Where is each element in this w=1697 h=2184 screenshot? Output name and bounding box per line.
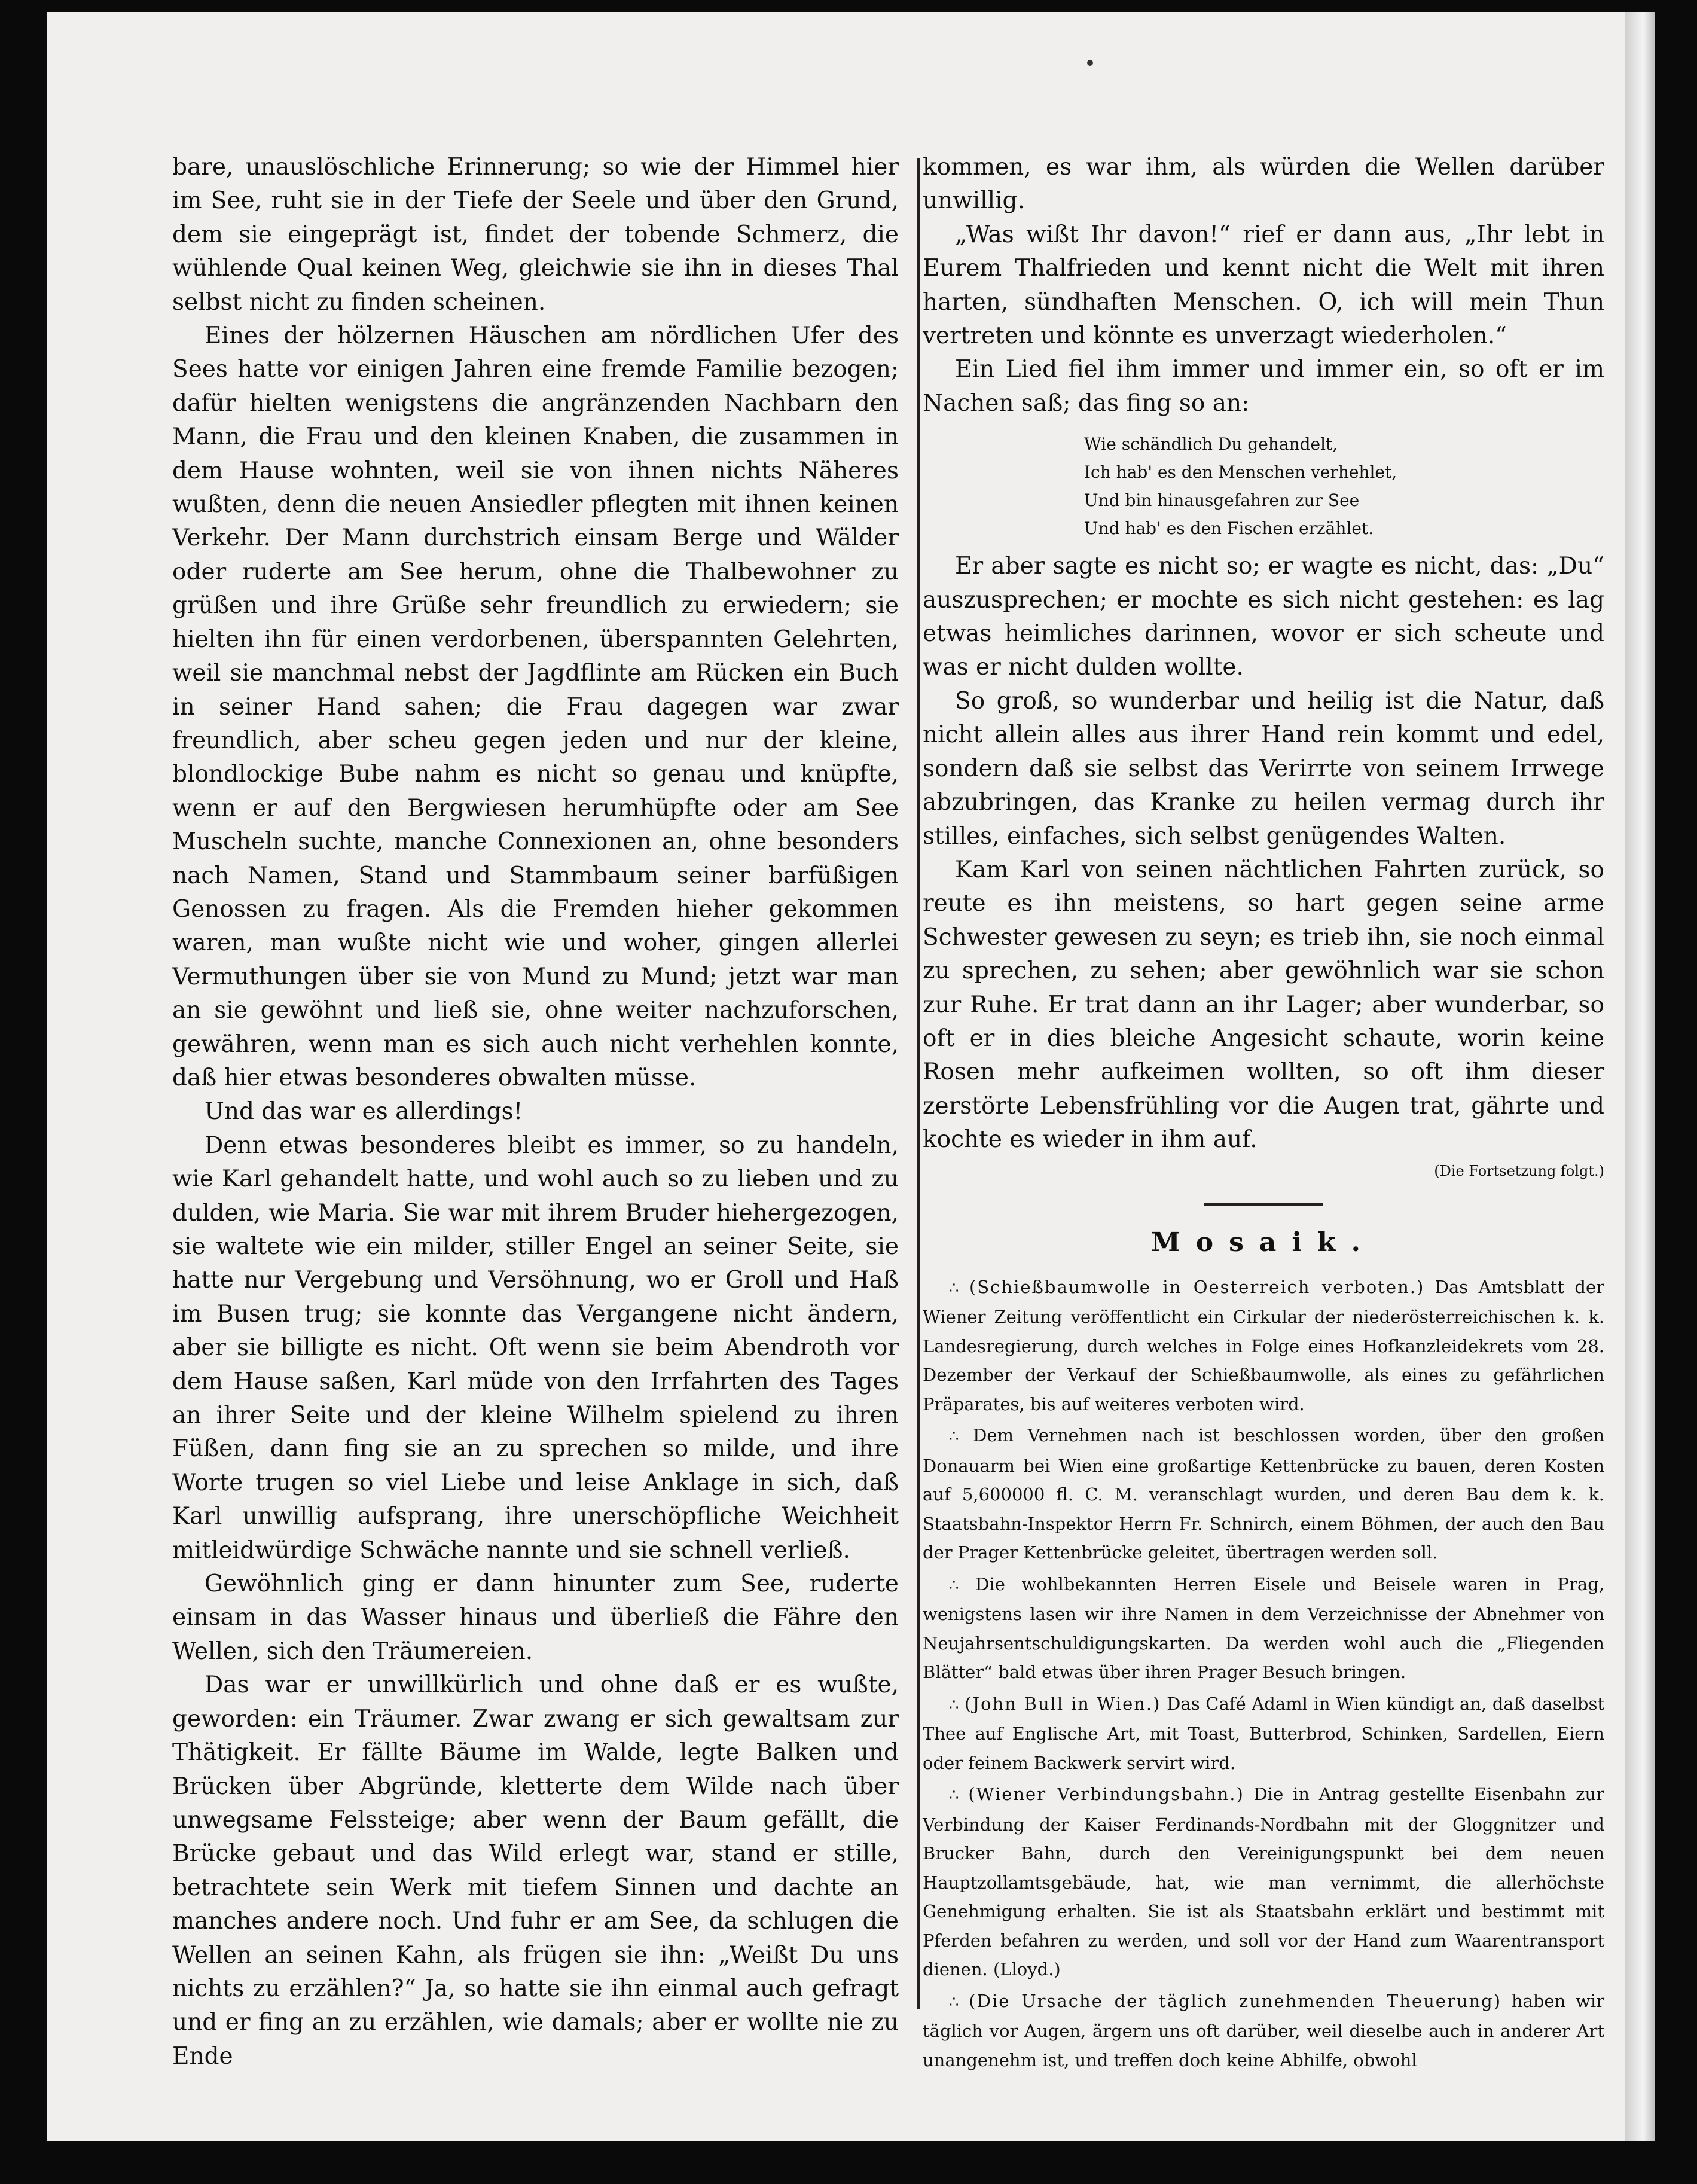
paragraph: Er aber sagte es nicht so; er wagte es nicht, das: „Du“ auszusprechen; er mochte es sich nicht gestehen: es lag etwas heimliches darinnen, wovor er sich scheute und was er nicht dulden wollte. bbox=[923, 553, 1604, 681]
asterism-icon: ∴ bbox=[949, 1279, 959, 1297]
paragraph: Ein Lied fiel ihm immer und immer ein, so oft er im Nachen saß; das fing so an: bbox=[923, 356, 1604, 417]
section-divider bbox=[1204, 1203, 1323, 1206]
asterism-icon: ∴ bbox=[949, 1786, 959, 1805]
item-heading: (Schießbaumwolle in Oesterreich verboten.) bbox=[969, 1276, 1425, 1297]
item-heading: (Wiener Verbindungsbahn.) bbox=[968, 1784, 1244, 1805]
paragraph: Das war er unwillkürlich und ohne daß er es wußte, geworden: ein Träumer. Zwar zwang er sich gewaltsam zur Thätigkeit. Er fällte Bäume im Walde, legte Balken und Brücken über Abgründe, kletterte dem Wilde nach über unwegsame Felssteige; aber wenn der Baum gefällt, die Brücke gebaut und das Wild erlegt war, stand er stille, betrachtete sein Werk mit tiefem Sinnen und dachte an manches andere noch. Und fuhr er am See, da schlugen die Wellen an seinen Kahn, als frügen sie ihn: „Weißt Du uns nichts zu erzählen?“ Ja, so hatte sie ihn einmal auch gefragt und er fing an zu erzählen, wie damals; aber er wollte nie zu Ende bbox=[172, 1671, 899, 2070]
item-body: Die wohlbekannten Herren Eisele und Beisele waren in Prag, wenigstens lasen wir ihre Namen in dem Verzeichnisse der Abnehmer von Neujahrsentschuldigungskarten. Da werden wohl auch die „Fliegenden Blätter“ bald etwas über ihren Prager Besuch bringen. bbox=[923, 1573, 1605, 1683]
item-body: Dem Vernehmen nach ist beschlossen worden, über den großen Donauarm bei Wien eine großartige Kettenbrücke zu bauen, deren Kosten auf 5,600000 fl. C. M. veranschlagt wurden, und deren Bau dem k. k. Staatsbahn-Inspektor Herrn Fr. Schnirch, einem Böhmen, der auch den Bau der Prager Kettenbrücke geleitet, übertragen werden soll. bbox=[923, 1425, 1604, 1563]
poem-verse bbox=[1084, 430, 1604, 542]
paragraph: bare, unauslöschliche Erinnerung; so wie der Himmel hier im See, ruht sie in der Tiefe der Seele und über den Grund, dem sie eingeprägt ist, findet der tobende Schmerz, die wühlende Qual keinen Weg, gleichwie sie ihn in dieses Thal selbst nicht zu finden scheinen. bbox=[172, 154, 899, 316]
item-heading: (Die Ursache der täglich zunehmenden Theuerung) bbox=[969, 1990, 1502, 2011]
news-items bbox=[923, 1273, 1604, 2075]
item-body: haben wir täglich vor Augen, ärgern uns oft darüber, weil dieselbe auch in anderer Art unangenehm ist, und treffen doch keine Abhilfe, obwohl bbox=[923, 1990, 1605, 2070]
news-item bbox=[923, 1689, 1604, 1778]
item-body: Die in Antrag gestellte Eisenbahn zur Verbindung der Kaiser Ferdinands-Nordbahn mit der Gloggnitzer und Brucker Bahn, durch den Vereinigungspunkt bei dem neuen Hauptzollamtsgebäude, hat, wie man vernimmt, die allerhöchste Genehmigung erhalten. Sie ist als Staatsbahn erklärt und bestimmt mit Pferden befahren zu werden, und soll vor der Hand zum Waarentransport dienen. (Lloyd.) bbox=[923, 1784, 1604, 1980]
section-title: Mosaik. bbox=[1151, 1227, 1376, 1258]
paragraph: Eines der hölzernen Häuschen am nördlichen Ufer des Sees hatte vor einigen Jahren eine fremde Familie bezogen; dafür hielten wenigstens die angränzenden Nachbarn den Mann, die Frau und den kleinen Knaben, die zusammen in dem Hause wohnten, weil sie von ihnen nichts Näheres wußten, denn die neuen Ansiedler pflegten mit ihnen keinen Verkehr. Der Mann durchstrich einsam Berge und Wälder oder ruderte am See herum, ohne die Thalbewohner zu grüßen und ihre Grüße sehr freundlich zu erwiedern; sie hielten ihn für einen verdorbenen, überspannten Gelehrten, weil sie manchmal nebst der Jagdflinte am Rücken ein Buch in seiner Hand sahen; die Frau dagegen war zwar freundlich, aber scheu gegen jeden und nur der kleine, blondlockige Bube nahm es nicht so genau und knüpfte, wenn er auf den Bergwiesen herumhüpfte oder am See Muscheln suchte, manche Connexionen an, ohne besonders nach Namen, Stand und Stammbaum seiner barfüßigen Genossen zu fragen. Als die Fremden hieher gekommen waren, man wußte nicht wie und woher, gingen allerlei Vermuthungen über sie von Mund zu Mund; jetzt war man an sie gewöhnt und ließ sie, ohne weiter nachzuforschen, gewähren, wenn man es sich auch nicht verhehlen konnte, daß hier etwas besonderes obwalten müsse. bbox=[172, 322, 899, 1091]
paragraph: So groß, so wunderbar und heilig ist die Natur, daß nicht allein alles aus ihrer Hand rein kommt und edel, sondern daß sie selbst das Verirrte von seinem Irrwege abzubringen, das Kranke zu heilen vermag durch ihr stilles, einfaches, sich selbst genügendes Walten. bbox=[923, 687, 1604, 850]
item-body: Das Amtsblatt der Wiener Zeitung veröffentlicht ein Cirkular der niederösterreichischen k. k. Landesregierung, durch welches in Folge eines Hofkanzleidekrets vom 28. Dezember der Verkauf der Schießbaumwolle, als eines zu gefährlichen Präparates, bis auf weiteres verboten wird. bbox=[923, 1276, 1604, 1414]
newspaper-page bbox=[47, 12, 1625, 2141]
asterism-icon: ∴ bbox=[949, 1993, 959, 2011]
verse-line: Wie schändlich Du gehandelt, bbox=[1084, 434, 1338, 455]
news-item bbox=[923, 1987, 1604, 2075]
ink-dot bbox=[1087, 60, 1093, 66]
asterism-icon: ∴ bbox=[949, 1576, 959, 1594]
paragraph: „Was wißt Ihr davon!“ rief er dann aus, „Ihr lebt in Eurem Thalfrieden und kennt nicht die Welt mit ihren harten, sündhaften Menschen. O, ich will mein Thun vertreten und könnte es unverzagt wiederholen.“ bbox=[923, 221, 1604, 350]
news-item bbox=[923, 1780, 1604, 1984]
next-page-edge bbox=[1625, 12, 1655, 2141]
paragraph: Und das war es allerdings! bbox=[205, 1098, 523, 1125]
continuation-note: (Die Fortsetzung folgt.) bbox=[1434, 1162, 1604, 1179]
paragraph: Gewöhnlich ging er dann hinunter zum See, ruderte einsam in das Wasser hinaus und überließ die Fähre den Wellen, sich den Träumereien. bbox=[172, 1570, 899, 1665]
item-heading: (John Bull in Wien.) bbox=[965, 1693, 1161, 1714]
asterism-icon: ∴ bbox=[949, 1695, 959, 1714]
column-rule bbox=[917, 158, 920, 2009]
verse-line: Und hab' es den Fischen erzählet. bbox=[1084, 518, 1374, 539]
news-item bbox=[923, 1570, 1604, 1687]
paragraph: kommen, es war ihm, als würden die Wellen darüber unwillig. bbox=[923, 154, 1604, 215]
paragraph: Kam Karl von seinen nächtlichen Fahrten zurück, so reute es ihn meistens, so hart gegen seine arme Schwester gewesen zu seyn; es trieb ihn, sie noch einmal zu sprechen, zu sehen; aber gewöhnlich war sie schon zur Ruhe. Er trat dann an ihr Lager; aber wunderbar, so oft er in dies bleiche Angesicht schaute, worin keine Rosen mehr aufkeimen wollten, so oft ihm dieser zerstörte Lebensfrühling vor die Augen trat, gährte und kochte es wieder in ihm auf. bbox=[923, 856, 1604, 1154]
verse-line: Ich hab' es den Menschen verhehlet, bbox=[1084, 462, 1397, 483]
verse-line: Und bin hinausgefahren zur See bbox=[1084, 490, 1360, 511]
asterism-icon: ∴ bbox=[949, 1427, 959, 1446]
item-body: Das Café Adaml in Wien kündigt an, daß daselbst Thee auf Englische Art, mit Toast, Butterbrod, Schinken, Sardellen, Eiern oder feinem Backwerk servirt wird. bbox=[923, 1693, 1604, 1773]
right-column bbox=[923, 151, 1604, 2077]
paragraph: Denn etwas besonderes bleibt es immer, so zu handeln, wie Karl gehandelt hatte, und wohl auch so zu lieben und zu dulden, wie Maria. Sie war mit ihrem Bruder hiehergezogen, sie waltete wie ein milder, stiller Engel an seiner Seite, sie hatte nur Vergebung und Versöhnung, wo er Groll und Haß im Busen trug; sie konnte das Vergangene nicht ändern, aber sie billigte es nicht. Oft wenn sie beim Abendroth vor dem Hause saßen, Karl müde von den Irrfahrten des Tages an ihrer Seite und der kleine Wilhelm spielend zu ihren Füßen, dann fing sie an zu sprechen so milde, und ihre Worte trugen so viel Liebe und leise Anklage in sich, daß Karl unwillig aufsprang, ihre unerschöpfliche Weichheit mitleidwürdige Schwäche nannte und sie schnell verließ. bbox=[172, 1131, 899, 1564]
news-item bbox=[923, 1421, 1604, 1567]
news-item bbox=[923, 1273, 1604, 1419]
left-column bbox=[172, 151, 899, 2073]
